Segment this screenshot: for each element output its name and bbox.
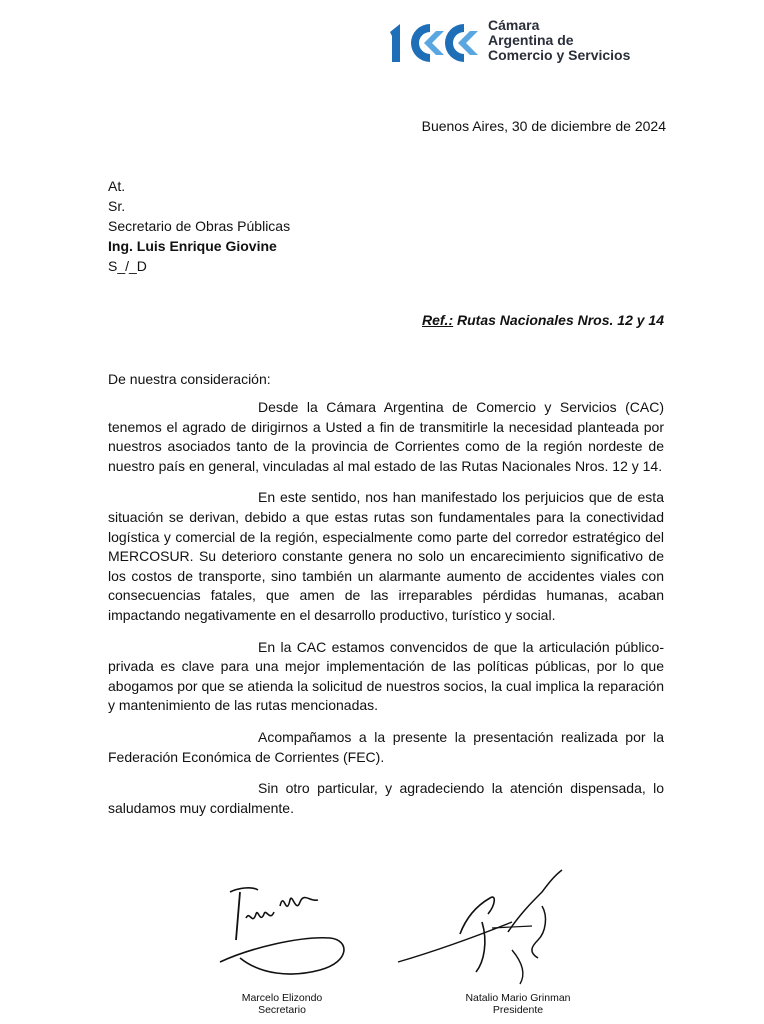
cac-logo (386, 14, 646, 70)
logo-wordmark (488, 18, 630, 63)
signature-elizondo-icon (200, 878, 370, 988)
signature-grinman-icon (392, 862, 592, 992)
signature-block-presidente (452, 992, 584, 1016)
recipient-block (108, 176, 290, 276)
recipient-sd: S_/_D (108, 258, 147, 274)
recipient-line-sr: Sr. (108, 198, 126, 214)
signer-name: Marcelo Elizondo (241, 992, 323, 1004)
signature-block-secretario (222, 992, 342, 1016)
paragraph: Sin otro particular, y agradeciendo la atención dispensada, lo saludamos muy cordialmente. (108, 780, 664, 816)
signer-role: Secretario (258, 1004, 306, 1016)
paragraph: Desde la Cámara Argentina de Comercio y Servicios (CAC) tenemos el agrado de dirigirnos a Usted a fin de transmitirle la necesidad planteada por nuestros asociados tanto de la provincia de Corrientes como de la región nordeste de nuestro país en general, vinculadas al mal estado de las Rutas Nacionales Nros. 12 y 14. (108, 399, 664, 474)
logo-line-1: Cámara (488, 17, 540, 33)
letter-date: Buenos Aires, 30 de diciembre de 2024 (421, 118, 666, 134)
cac-100-logo-icon (386, 18, 482, 66)
recipient-line-at: At. (108, 178, 126, 194)
paragraph: En este sentido, nos han manifestado los perjuicios que de esta situación se derivan, debido a que estas rutas son fundamentales para la conectividad logística y comercial de la región, especialmente como parte del corredor estratégico del MERCOSUR. Su deterioro constante genera no solo un encarecimiento significativo de los costos de transporte, sino también un alarmante aumento de accidentes viales con consecuencias fatales, que amen de las irreparables pérdidas humanas, acaban impactando negativamente en el desarrollo productivo, turístico y social. (108, 489, 664, 623)
signer-role: Presidente (492, 1004, 544, 1016)
salutation: De nuestra consideración: (108, 371, 271, 387)
recipient-name: Ing. Luis Enrique Giovine (108, 238, 277, 254)
reference-label: Ref.: (422, 312, 454, 328)
reference-text: Rutas Nacionales Nros. 12 y 14 (453, 312, 664, 328)
recipient-title: Secretario de Obras Públicas (108, 218, 291, 234)
logo-line-3: Comercio y Servicios (488, 47, 631, 63)
reference-line (422, 312, 664, 328)
letter-body (108, 398, 664, 830)
paragraph: En la CAC estamos convencidos de que la articulación público-privada es clave para una mejor implementación de las políticas públicas, por lo que abogamos por que se atienda la solicitud de nuestros socios, la cual implica la reparación y mantenimiento de las rutas mencionadas. (108, 638, 664, 714)
signer-name: Natalio Mario Grinman (465, 992, 571, 1004)
logo-line-2: Argentina de (488, 32, 574, 48)
paragraph: Acompañamos a la presente la presentación realizada por la Federación Económica de Corrientes (FEC). (108, 728, 664, 765)
